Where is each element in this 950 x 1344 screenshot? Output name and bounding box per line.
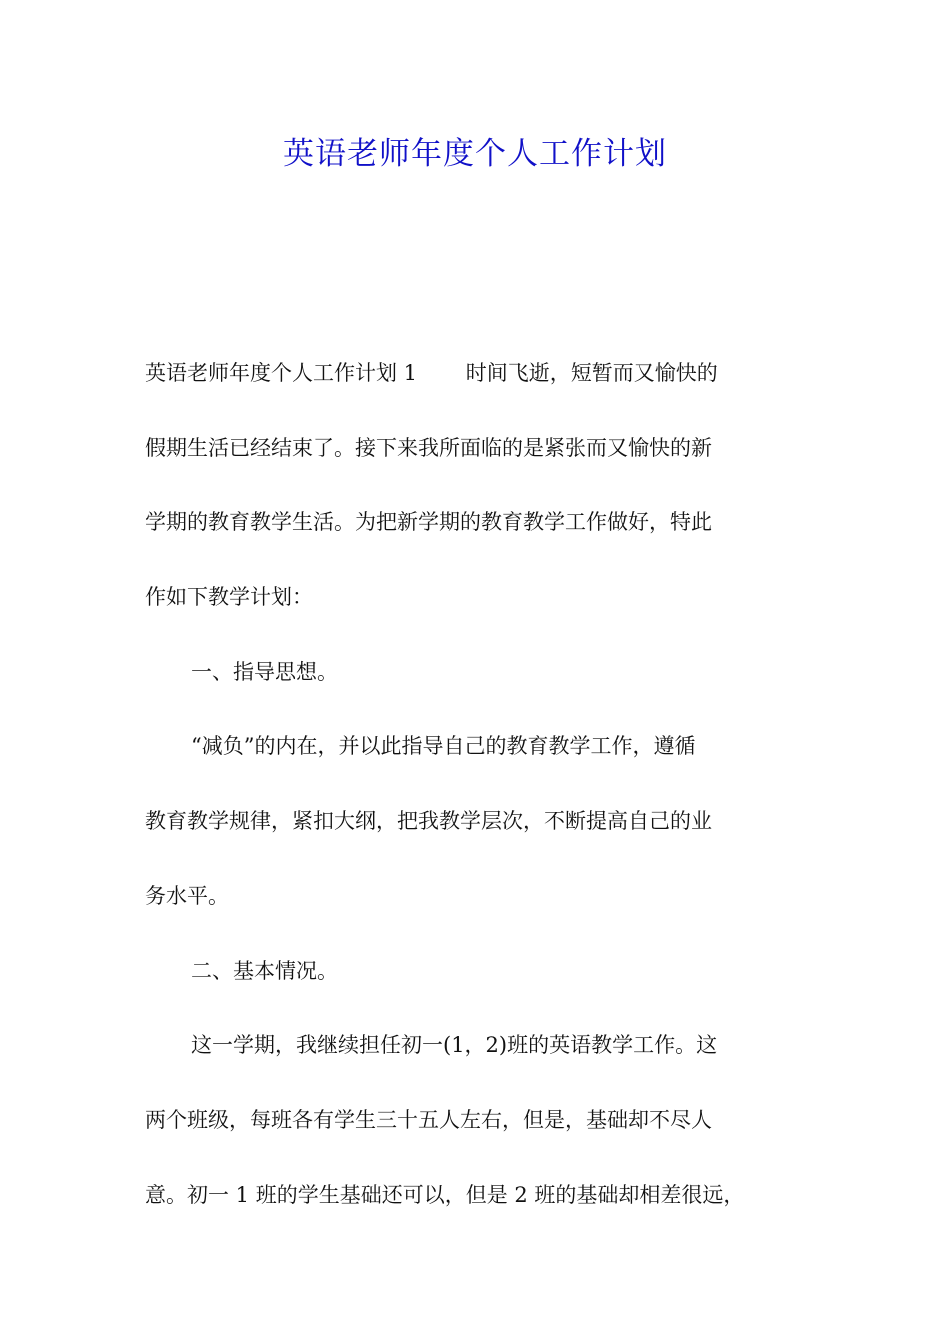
document-body (145, 336, 817, 1232)
body-line: 学期的教育教学生活。为把新学期的教育教学工作做好，特此 (145, 510, 712, 535)
section-heading-basic-situation: 二、基本情况。 (191, 958, 338, 983)
body-line: “减负”的内在，并以此指导自己的教育教学工作，遵循 (191, 734, 696, 759)
body-line: 假期生活已经结束了。接下来我所面临的是紧张而又愉快的新 (145, 435, 712, 460)
body-line: 教育教学规律，紧扣大纲，把我教学层次，不断提高自己的业 (145, 809, 712, 834)
body-line: 意。初一 1 班的学生基础还可以，但是 2 班的基础却相差很远， (145, 1182, 745, 1207)
body-line: 务水平。 (145, 883, 229, 908)
document-title: 英语老师年度个人工作计划 (283, 136, 667, 172)
section-heading-guiding-thought: 一、指导思想。 (191, 659, 338, 684)
body-line: 作如下教学计划： (145, 585, 313, 610)
body-line: 这一学期，我继续担任初一(1，2)班的英语教学工作。这 (191, 1033, 718, 1058)
body-line: 两个班级，每班各有学生三十五人左右，但是，基础却不尽人 (145, 1107, 712, 1132)
body-line: 英语老师年度个人工作计划 1 时间飞逝，短暂而又愉快的 (145, 361, 718, 385)
